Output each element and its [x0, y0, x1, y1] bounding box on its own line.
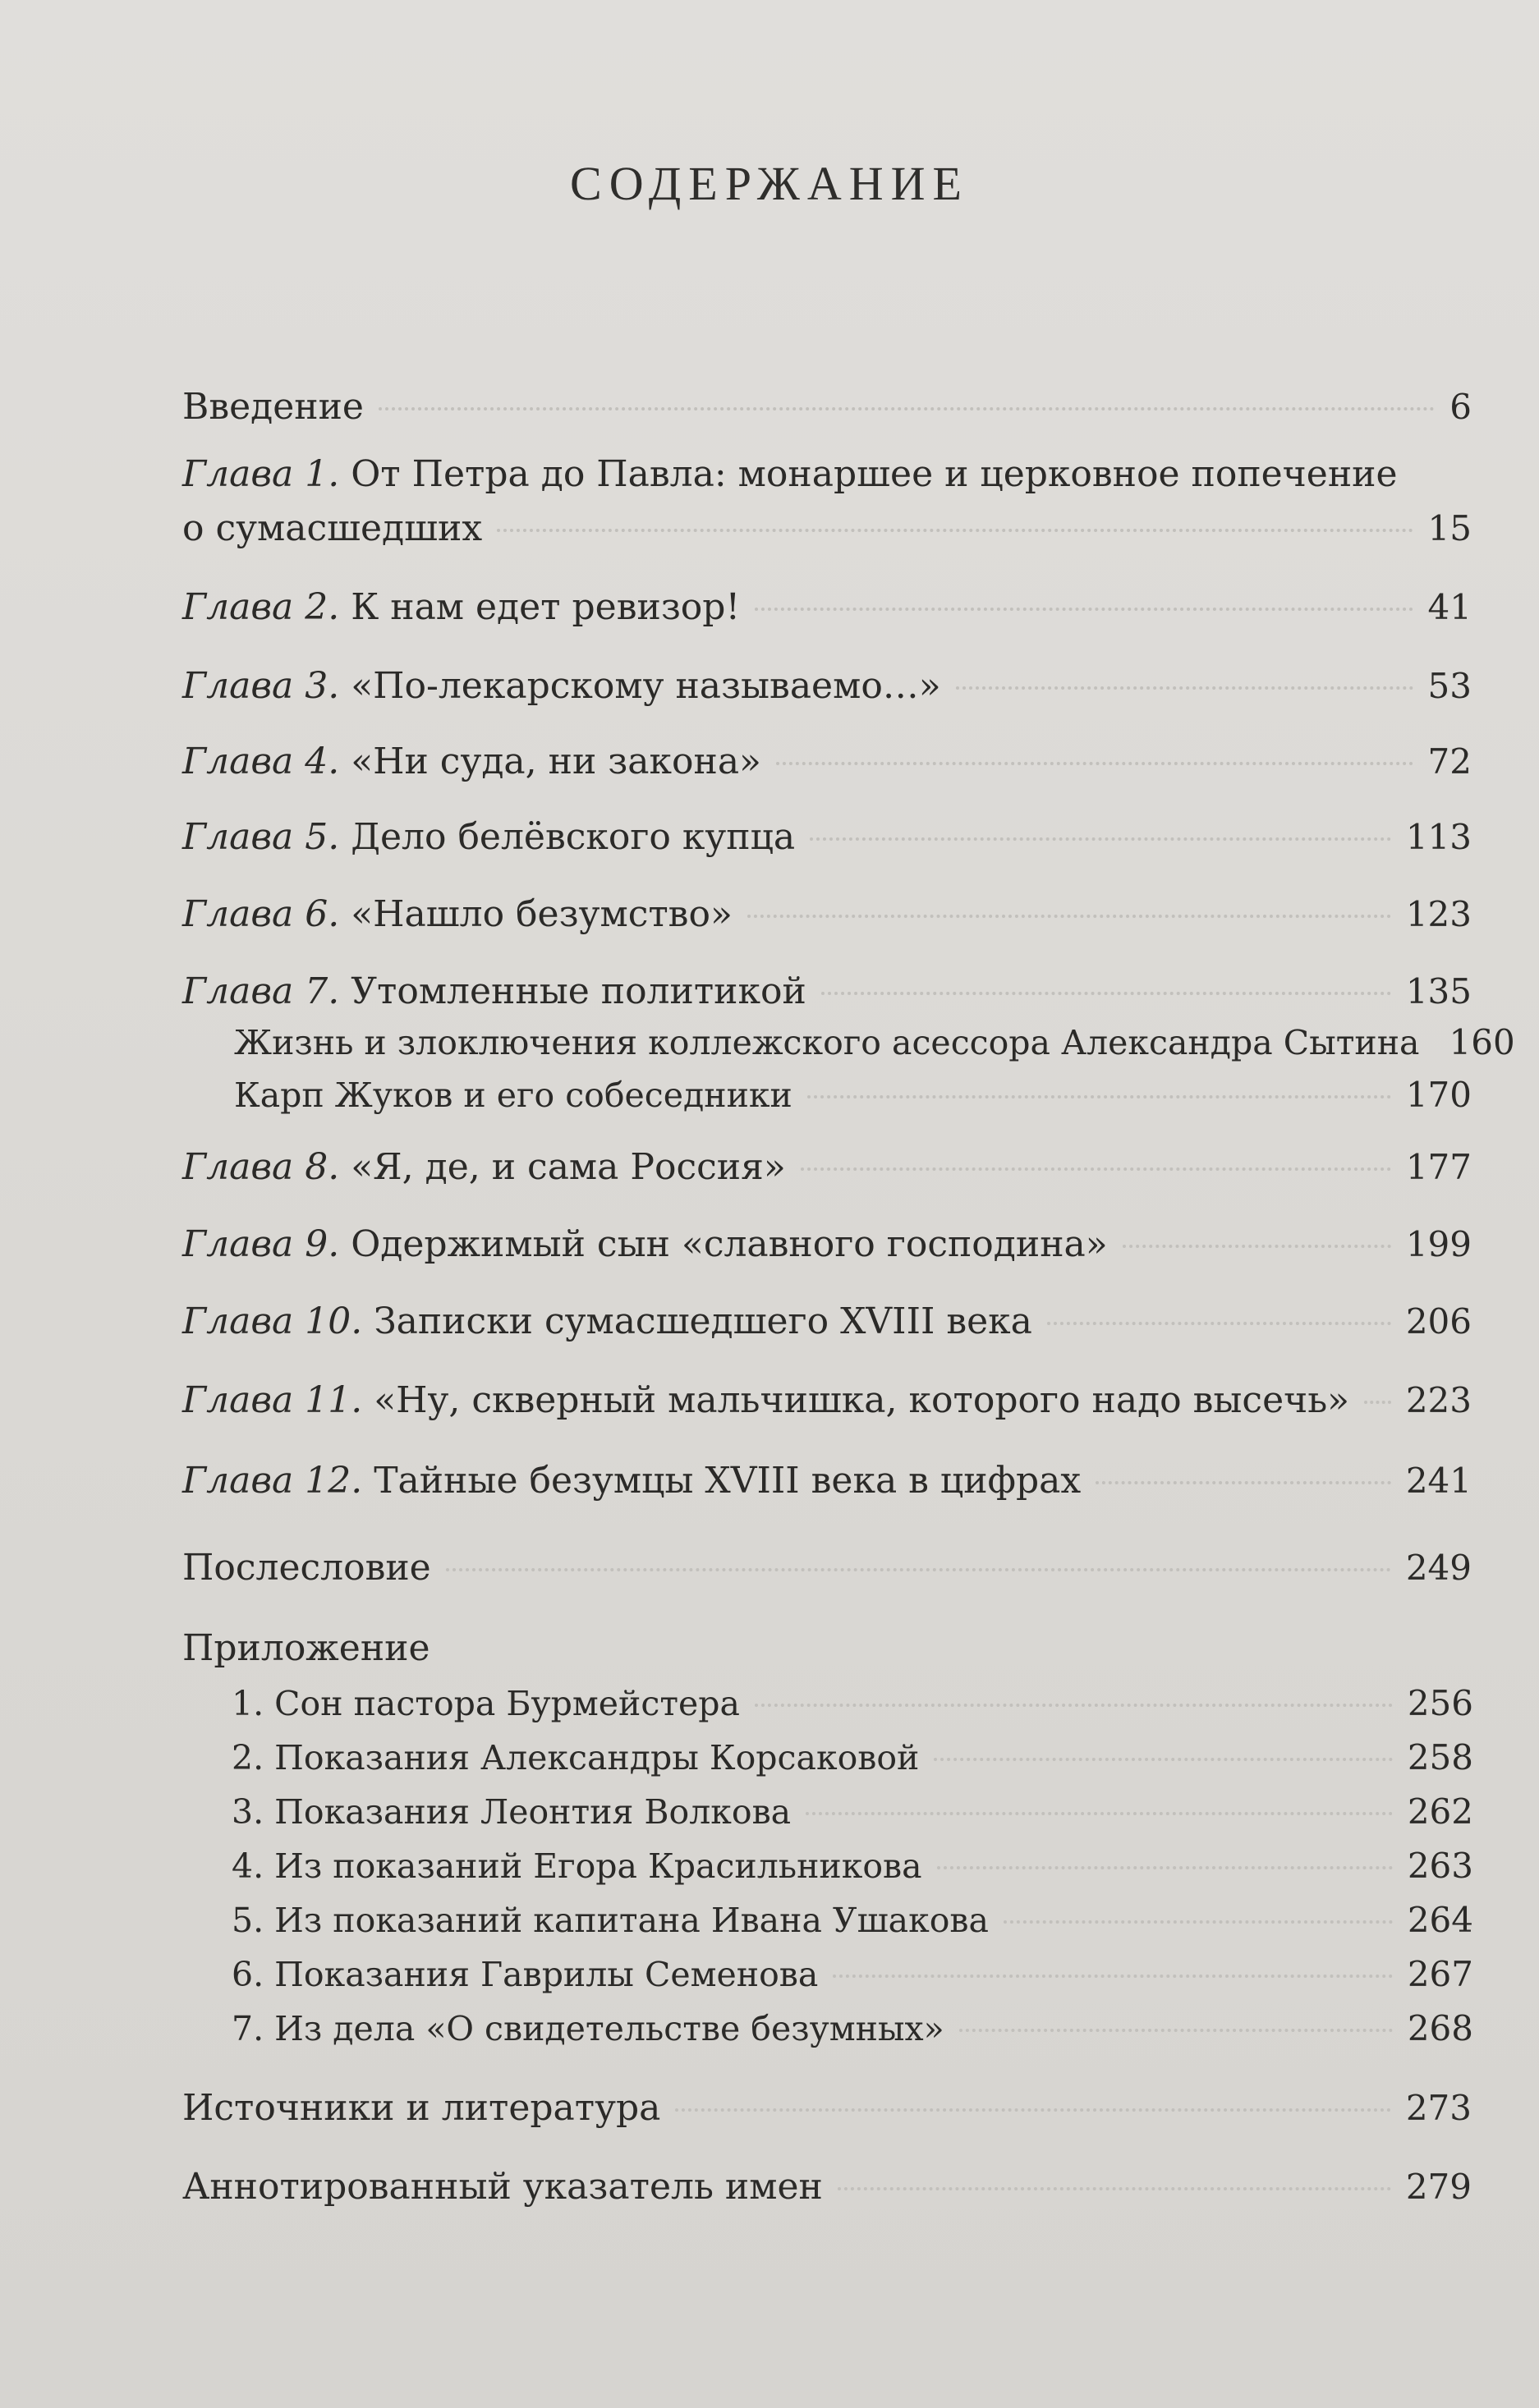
entry-title: «Нашло безумство»	[351, 893, 733, 935]
dot-leader	[1096, 1481, 1391, 1484]
entry-page: 279	[1405, 2167, 1472, 2207]
entry-page: 223	[1405, 1380, 1472, 1420]
appendix-item-5	[232, 1893, 1473, 1947]
entry-title: Карп Жуков и его собеседники	[234, 1076, 792, 1115]
dot-leader	[497, 529, 1413, 532]
entry-title: «По-лекарскому называемо…»	[351, 665, 941, 707]
dot-leader	[807, 1095, 1391, 1099]
entry-title: 4. Из показаний Егора Красильникова	[232, 1846, 922, 1886]
chapter-label: Глава 4.	[182, 741, 340, 782]
toc-subentry-zhukov	[234, 1069, 1472, 1121]
entry-page: 268	[1407, 2008, 1473, 2048]
entry-page: 206	[1405, 1301, 1472, 1342]
entry-title: Записки сумасшедшего XVIII века	[374, 1300, 1032, 1342]
entry-page: 199	[1405, 1224, 1472, 1264]
dot-leader	[776, 762, 1413, 765]
entry-page: 15	[1427, 508, 1472, 548]
appendix-item-4	[232, 1839, 1473, 1893]
entry-page: 273	[1405, 2088, 1472, 2128]
entry-title: 7. Из дела «О свидетельстве безумных»	[232, 2009, 944, 2048]
entry-page: 262	[1407, 1791, 1473, 1832]
dot-leader	[937, 1866, 1393, 1869]
dot-leader	[1047, 1322, 1391, 1325]
dot-leader	[821, 992, 1391, 995]
entry-page: 170	[1405, 1075, 1472, 1115]
dot-leader	[810, 837, 1391, 841]
entry-page: 264	[1407, 1900, 1473, 1940]
dot-leader	[1123, 1245, 1391, 1248]
entry-page: 263	[1407, 1846, 1473, 1886]
toc-entry-name-index	[182, 2163, 1472, 2212]
dot-leader	[1364, 1401, 1391, 1404]
dot-leader	[838, 2187, 1391, 2190]
entry-title: 2. Показания Александры Корсаковой	[232, 1738, 920, 1777]
entry-page: 160	[1449, 1022, 1515, 1062]
toc-entry-chapter-5	[182, 813, 1472, 862]
entry-title: Источники и литература	[182, 2087, 661, 2129]
dot-leader	[747, 915, 1391, 918]
entry-page: 135	[1405, 971, 1472, 1011]
entry-page: 41	[1427, 587, 1472, 627]
appendix-item-7	[232, 2002, 1473, 2056]
dot-leader	[379, 407, 1435, 411]
entry-title: Одержимый сын «славного господина»	[351, 1223, 1108, 1265]
toc-entry-chapter-6	[182, 890, 1472, 939]
chapter-label: Глава 7.	[182, 970, 340, 1012]
entry-title: 6. Показания Гаврилы Семенова	[232, 1955, 819, 1994]
dot-leader	[1004, 1920, 1393, 1924]
toc-entry-chapter-10	[182, 1297, 1472, 1346]
chapter-label: Глава 2.	[182, 586, 340, 628]
entry-title: «Я, де, и сама Россия»	[351, 1146, 786, 1188]
chapter-label: Глава 6.	[182, 893, 340, 935]
entry-title: Введение	[182, 386, 364, 428]
entry-title: От Петра до Павла: монаршее и церковное попечение	[351, 453, 1398, 495]
toc-entry-chapter-2	[182, 583, 1472, 632]
entry-page: 53	[1427, 666, 1472, 706]
entry-page: 249	[1405, 1548, 1472, 1588]
entry-title: Жизнь и злоключения коллежского асессора Александра Сытина	[234, 1023, 1420, 1062]
dot-leader	[934, 1758, 1392, 1761]
toc-entry-afterword	[182, 1543, 1472, 1593]
entry-title: Аннотированный указатель имен	[182, 2166, 823, 2208]
chapter-label: Глава 10.	[182, 1300, 363, 1342]
toc-entry-sources	[182, 2084, 1472, 2133]
entry-title: 5. Из показаний капитана Ивана Ушакова	[232, 1901, 989, 1940]
toc-entry-chapter-1	[182, 450, 1472, 553]
toc-entry-chapter-4	[182, 737, 1472, 787]
toc-entry-chapter-12	[182, 1456, 1472, 1506]
toc-entry-chapter-8	[182, 1143, 1472, 1192]
entry-title: 3. Показания Леонтия Волкова	[232, 1792, 792, 1832]
entry-title-continued: о сумасшедших	[182, 507, 483, 549]
toc-entry-chapter-11	[182, 1376, 1472, 1425]
toc-entry-introduction	[182, 383, 1472, 432]
dot-leader	[956, 686, 1413, 690]
dot-leader	[833, 1975, 1393, 1978]
entry-page: 177	[1405, 1147, 1472, 1187]
entry-title: К нам едет ревизор!	[351, 586, 741, 628]
entry-title: Тайные безумцы XVIII века в цифрах	[374, 1460, 1082, 1502]
dot-leader	[959, 2029, 1393, 2032]
entry-title: Утомленные политикой	[351, 970, 806, 1012]
appendix-item-2	[232, 1731, 1473, 1785]
entry-page: 258	[1407, 1737, 1473, 1777]
entry-title: «Ну, скверный мальчишка, которого надо высечь»	[374, 1379, 1350, 1421]
appendix-heading: Приложение	[182, 1627, 430, 1669]
entry-title: «Ни суда, ни закона»	[351, 741, 761, 782]
entry-title: Послесловие	[182, 1547, 431, 1589]
chapter-label: Глава 12.	[182, 1460, 363, 1502]
chapter-label: Глава 8.	[182, 1146, 340, 1188]
entry-page: 72	[1427, 741, 1472, 782]
toc-subentry-sytin	[234, 1016, 1515, 1069]
entry-title: Дело белёвского купца	[351, 816, 796, 858]
chapter-label: Глава 3.	[182, 665, 340, 707]
entry-page: 123	[1405, 894, 1472, 934]
chapter-label: Глава 1.	[182, 453, 340, 495]
appendix-item-6	[232, 1947, 1473, 2002]
dot-leader	[801, 1167, 1391, 1171]
dot-leader	[675, 2108, 1390, 2112]
dot-leader	[755, 608, 1413, 611]
chapter-label: Глава 9.	[182, 1223, 340, 1265]
toc-entry-chapter-9	[182, 1220, 1472, 1269]
entry-page: 256	[1407, 1683, 1473, 1723]
toc-entry-chapter-7	[182, 967, 1472, 1016]
appendix-item-1	[232, 1676, 1473, 1731]
chapter-label: Глава 5.	[182, 816, 340, 858]
chapter-label: Глава 11.	[182, 1379, 363, 1421]
entry-title: 1. Сон пастора Бурмейстера	[232, 1684, 740, 1723]
entry-page: 113	[1405, 817, 1472, 857]
dot-leader	[446, 1568, 1391, 1571]
entry-page: 241	[1405, 1461, 1472, 1501]
dot-leader	[755, 1704, 1393, 1707]
entry-page: 6	[1449, 387, 1472, 427]
page-title: СОДЕРЖАНИЕ	[570, 157, 969, 210]
entry-page: 267	[1407, 1954, 1473, 1994]
toc-entry-chapter-3	[182, 662, 1472, 711]
appendix-item-3	[232, 1785, 1473, 1839]
dot-leader	[806, 1812, 1393, 1815]
